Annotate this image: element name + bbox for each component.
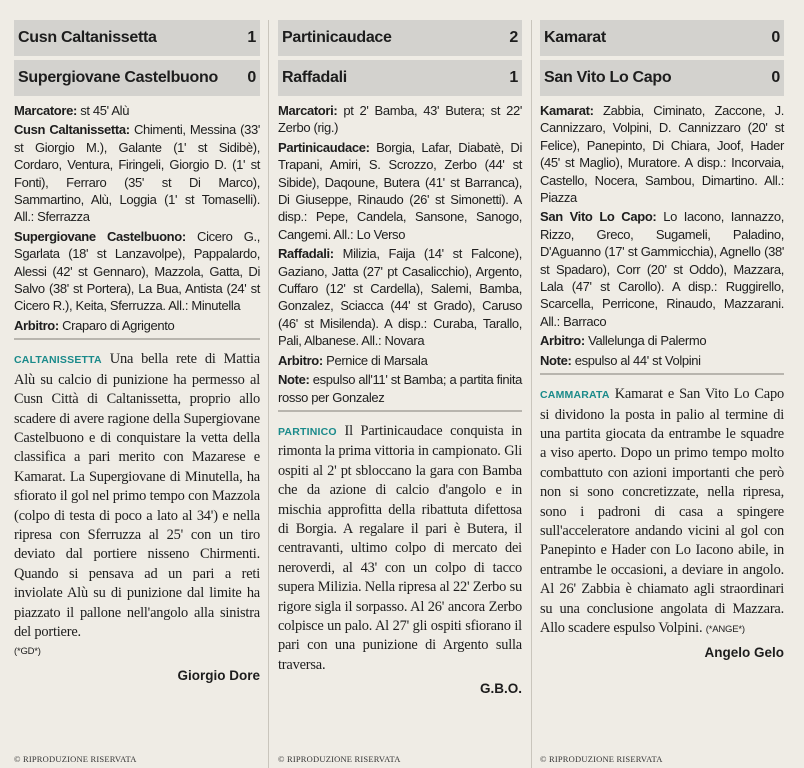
author-byline: Giorgio Dore	[177, 667, 260, 683]
scorers: Marcatore: st 45' Alù	[14, 103, 130, 118]
article-body: CAMMARATA Kamarat e San Vito Lo Capo si dividono la posta in palio al termine di una partita giocata da entrambe le squadre a viso aperto. Dopo un primo tempo molto combattuto con azioni importanti che però non si sono concretizzate, nella ripresa, sono i padroni di casa a spingere sull'acceleratore andando vicini al gol con Panepinto e Hader con Lo Iacono abile, in entrambe le occasioni, a deviare in angolo. Al 26' Zabbia è chiamato agli straordinari su una conclusione angolata di Mazzara. Allo scadere espulso Volpini. (*ANGE*)	[540, 386, 784, 636]
match-report-partinico	[278, 0, 522, 768]
author-byline: G.B.O.	[479, 681, 522, 697]
author-tag: (*GD*)	[14, 646, 41, 658]
article-body: CALTANISSETTA Una bella rete di Mattia Alù su calcio di punizione ha permesso al Cusn Città di Caltanissetta, proprio allo scadere di avere ragione della Supergiovane Castelbuono e di conquistare la vetta della classifica a pari merito con Mazarese e Kamarat. La Supergiovane di Minutella, ha sfiorato il gol nel primo tempo con Mazzola (colpo di testa di poco a lato al 34') e nella ripresa con Sferruzza al 25' con un tiro deviato dal portiere nisseno Chirmenti. Quando si pensava ad un pari a reti inviolate Alù su di punizione dal limite ha piazzato il pallone nell'angolo alla sinistra del portiere. (*GD*)	[14, 350, 260, 662]
dateline: CAMMARATA	[540, 389, 610, 402]
author-tag: (*ANGE*)	[705, 623, 745, 635]
score-row-home	[14, 20, 260, 56]
copyright-notice: © RIPRODUZIONE RISERVATA	[540, 754, 663, 764]
copyright-notice: © RIPRODUZIONE RISERVATA	[278, 754, 401, 764]
score-row-away	[540, 60, 784, 96]
home-score: 2	[509, 29, 518, 46]
home-lineup: Kamarat: Zabbia, Ciminato, Zaccone, J. Cannizzaro, Volpini, D. Cannizzaro (20' st Felice), Panepinto, Di Chiara, Joof, Hader (45' st Maglio), Muratore. A disp.: Incorvaia, Castello, Nocera, Sambou, Dimartino. All.: Piazza	[540, 103, 784, 206]
away-score: 0	[247, 69, 256, 86]
referee: Arbitro: Craparo di Agrigento	[14, 317, 175, 333]
home-lineup: Partinicaudace: Borgia, Lafar, Diabatè, Di Trapani, Amiri, S. Scrozzo, Zerbo (44' st Sibide), Daqoune, Butera (41' st Barranca), Di Giuseppe, Rinaudo (26' st Simonetti). A disp.: Pepe, Candela, Sansone, Sanogo, Cangemi. All.: Lo Verso	[278, 139, 522, 242]
author-byline: Angelo Gelo	[704, 645, 784, 661]
home-score: 1	[247, 29, 256, 46]
score-row-home	[278, 20, 522, 56]
match-report-cammarata	[540, 0, 784, 768]
away-team-name: Raffadali	[282, 69, 347, 86]
copyright-notice: © RIPRODUZIONE RISERVATA	[14, 754, 137, 764]
away-lineup: Raffadali: Milizia, Faija (14' st Falcone), Gaziano, Jatta (27' pt Casalicchio), Argento, Cuffaro (12' st Cardella), Salemi, Bamba, Gonzalez, Sciacca (44' st Grado), Caruso (46' st Misilenda). A disp.: Curaba, Tarallo, Pali, Albanese. All.: Novara	[278, 246, 522, 349]
column-divider	[531, 20, 532, 768]
match-sheet	[278, 102, 522, 406]
notes: Note: espulso all'11' st Bamba; a partita finita rosso per Gonzalez	[278, 372, 522, 405]
article-body: PARTINICO Il Partinicaudace conquista in rimonta la prima vittoria in campionato. Gli ospiti al 2' pt sbloccano la gara con Bamba che da azione di calcio d'angolo e in mischia approfitta della ribattuta difettosa di Borgia. A regalare il pari è Butera, il centravanti, ultimo colpo di mercato dei neroverdi, al 43' con un colpo di tacco supera Milizia. Nella ripresa al 22' Zerbo su rigore sigla il sorpasso. Al 26' ancora Zerbo colpisce un palo. Al 27' gli ospiti sfiorano il pari con una punizione di Argento sulla traversa.	[278, 422, 522, 673]
dateline: PARTINICO	[278, 425, 337, 438]
home-score: 0	[771, 29, 780, 46]
away-score: 0	[771, 69, 780, 86]
scorers: Marcatori: pt 2' Bamba, 43' Butera; st 22' Zerbo (rig.)	[278, 103, 522, 136]
home-lineup: Cusn Caltanissetta: Chimenti, Messina (33' st Giorgio M.), Galante (1' st Sidibè), Cordaro, Ventura, Firingeli, Giorgio D. (1' st Fonti), Ferraro (35' st Di Marco), Sammartino, Alù, Loggia (1' st Tomaselli). All.: Sferrazza	[14, 122, 261, 225]
away-team-name: San Vito Lo Capo	[544, 69, 672, 86]
away-lineup: San Vito Lo Capo: Lo Iacono, Iannazzo, Rizzo, Greco, Sugameli, Paladino, D'Aguanno (17' st Gammicchia), Agnello (38' st Spadaro), Corr (20' st Oddo), Mazzara, Lala (47' st Carollo). A disp.: Ruggirello, Scarcella, Perricone, Rinaudo, Mazzarani. All.: Barraco	[540, 209, 784, 329]
match-sheet	[540, 102, 784, 369]
home-team-name: Cusn Caltanissetta	[18, 29, 157, 46]
section-divider	[278, 410, 522, 412]
match-report-caltanissetta	[14, 0, 260, 768]
notes: Note: espulso al 44' st Volpini	[540, 352, 701, 368]
home-team-name: Partinicaudace	[282, 29, 392, 46]
home-team-name: Kamarat	[544, 29, 606, 46]
score-row-away	[14, 60, 260, 96]
section-divider	[540, 373, 784, 375]
referee: Arbitro: Pernice di Marsala	[278, 352, 428, 368]
column-divider	[268, 20, 269, 768]
section-divider	[14, 338, 260, 340]
referee: Arbitro: Vallelunga di Palermo	[540, 333, 707, 349]
match-sheet	[14, 102, 260, 334]
dateline: CALTANISSETTA	[14, 354, 102, 367]
away-lineup: Supergiovane Castelbuono: Cicero G., Sgarlata (18' st Lanzavolpe), Pappalardo, Alessi (42' st Gennaro), Mazzola, Gatta, Di Salvo (38' st Portera), La Bua, Antista (24' st Cicero R.), Keita, Sferruzza. All.: Minutella	[14, 228, 260, 314]
away-team-name: Supergiovane Castelbuono	[18, 69, 218, 86]
score-row-home	[540, 20, 784, 56]
score-row-away	[278, 60, 522, 96]
away-score: 1	[509, 69, 518, 86]
